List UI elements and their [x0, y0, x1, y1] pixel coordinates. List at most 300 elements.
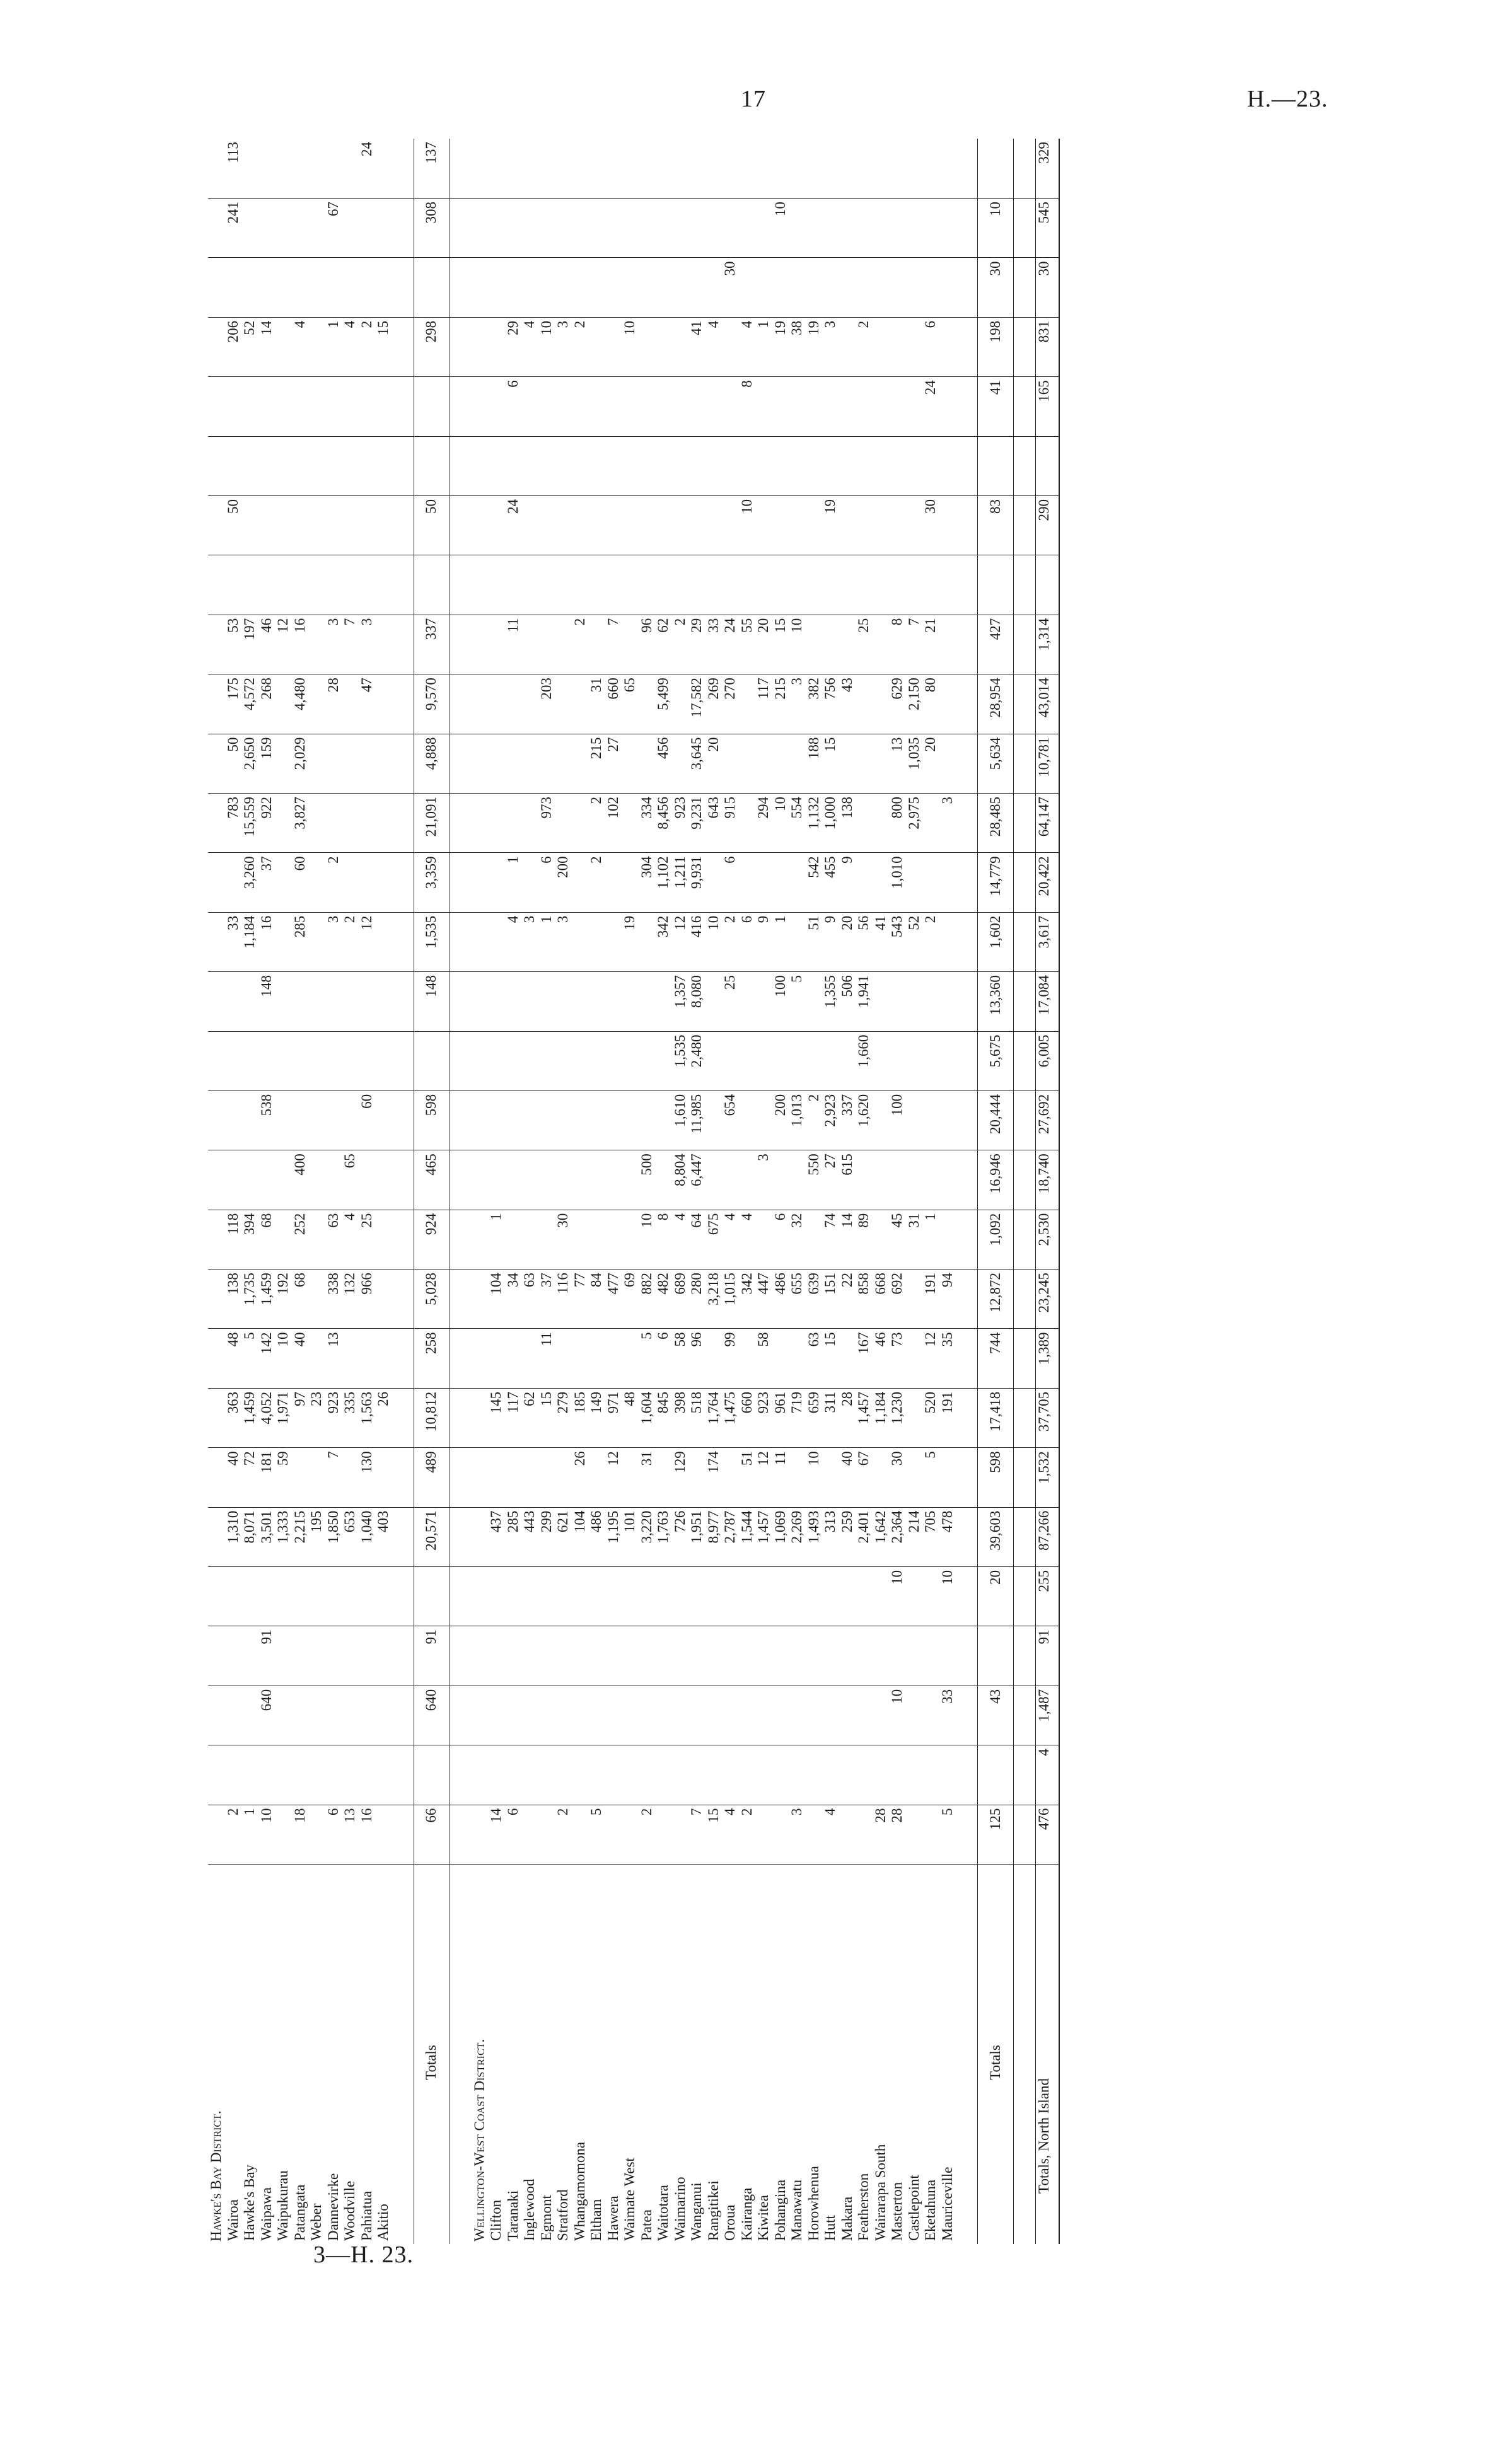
table-cell [392, 496, 414, 555]
table-cell [450, 1329, 472, 1388]
table-cell [359, 436, 376, 495]
table-cell: 5 [922, 1448, 939, 1507]
table-cell [359, 1329, 376, 1388]
table-row [655, 139, 672, 2244]
table-cell: 1,010 [889, 853, 906, 912]
table-cell: 1,850 [325, 1507, 342, 1566]
table-cell [325, 436, 342, 495]
table-cell: 50 [225, 496, 242, 555]
table-cell [873, 972, 890, 1031]
table-cell: 285 [292, 912, 309, 971]
table-cell: 545 [1036, 199, 1060, 258]
table-cell: 831 [1036, 317, 1060, 376]
table-cell [772, 436, 789, 495]
table-cell [392, 258, 414, 317]
table-cell [1014, 555, 1036, 615]
table-cell [505, 1031, 522, 1090]
table-cell [414, 1745, 450, 1805]
table-cell [789, 377, 806, 436]
table-cell [472, 317, 489, 376]
table-cell [873, 317, 890, 376]
table-cell [906, 496, 923, 555]
table-cell: 1,069 [772, 1507, 789, 1566]
table-cell: 486 [588, 1507, 605, 1566]
table-cell [472, 674, 489, 734]
table-cell [241, 258, 258, 317]
table-cell [521, 972, 538, 1031]
table-cell [722, 317, 739, 376]
table-cell: 37 [538, 1270, 555, 1329]
table-cell: 259 [839, 1507, 856, 1566]
table-cell [839, 1567, 856, 1626]
table-cell [956, 1150, 978, 1210]
table-cell [672, 377, 689, 436]
table-cell: 342 [739, 1270, 756, 1329]
table-cell [472, 199, 489, 258]
table-cell [555, 1448, 572, 1507]
table-cell [375, 555, 392, 615]
table-cell [521, 496, 538, 555]
table-cell [555, 1150, 572, 1210]
table-cell [1036, 436, 1060, 495]
table-cell [705, 258, 723, 317]
table-cell: 117 [755, 674, 772, 734]
table-row [839, 139, 856, 2244]
table-cell [359, 793, 376, 852]
table-cell: 17,084 [1036, 972, 1060, 1031]
table-cell: 64,147 [1036, 793, 1060, 852]
table-cell: 744 [978, 1329, 1014, 1388]
table-cell: 2 [359, 317, 376, 376]
table-cell: 74 [822, 1210, 839, 1269]
table-cell [308, 1090, 325, 1150]
table-cell: 668 [873, 1270, 890, 1329]
table-cell [622, 1150, 639, 1210]
table-cell: 25 [856, 615, 873, 674]
table-cell [555, 377, 572, 436]
table-cell [755, 199, 772, 258]
table-cell [258, 258, 276, 317]
table-cell [472, 853, 489, 912]
table-cell [275, 377, 292, 436]
table-cell [956, 199, 978, 258]
table-cell [450, 496, 472, 555]
table-cell: 38 [789, 317, 806, 376]
table-cell [450, 1626, 472, 1686]
table-cell: 478 [939, 1507, 956, 1566]
table-cell [873, 1150, 890, 1210]
table-cell [806, 199, 823, 258]
table-cell: 5 [939, 1805, 956, 1864]
table-cell: 971 [605, 1388, 622, 1447]
table-cell [705, 496, 723, 555]
table-cell [572, 139, 589, 199]
table-row [739, 139, 756, 2244]
table-cell [325, 1686, 342, 1745]
table-cell [572, 496, 589, 555]
table-cell [208, 258, 225, 317]
table-cell [488, 436, 505, 495]
table-cell [375, 1210, 392, 1269]
table-cell [472, 555, 489, 615]
table-cell [258, 436, 276, 495]
table-cell [505, 1150, 522, 1210]
table-cell [789, 1150, 806, 1210]
table-cell: 4,052 [258, 1388, 276, 1447]
row-label: Dannevirke [325, 1864, 342, 2244]
table-cell [939, 496, 956, 555]
table-cell: 3 [521, 912, 538, 971]
table-cell [789, 555, 806, 615]
table-cell: 1,941 [856, 972, 873, 1031]
table-cell [325, 1031, 342, 1090]
table-cell [922, 1805, 939, 1864]
table-cell: 31 [639, 1448, 656, 1507]
table-cell [655, 555, 672, 615]
table-cell [873, 853, 890, 912]
table-cell [622, 1031, 639, 1090]
table-cell: 3 [325, 912, 342, 971]
table-cell [472, 793, 489, 852]
table-cell [538, 734, 555, 793]
table-cell: 6 [772, 1210, 789, 1269]
table-cell [672, 1686, 689, 1745]
table-cell: 99 [722, 1329, 739, 1388]
table-cell: 16 [258, 912, 276, 971]
table-cell [505, 793, 522, 852]
row-label: Castlepoint [906, 1864, 923, 2244]
table-cell [672, 1745, 689, 1805]
table-cell [873, 436, 890, 495]
table-cell: 45 [889, 1210, 906, 1269]
table-cell [705, 199, 723, 258]
table-cell [241, 377, 258, 436]
table-cell [622, 1090, 639, 1150]
table-cell: 12 [275, 615, 292, 674]
table-cell [292, 1031, 309, 1090]
table-cell [450, 1388, 472, 1447]
table-cell [375, 1686, 392, 1745]
table-cell: 500 [639, 1150, 656, 1210]
table-cell [588, 1686, 605, 1745]
table-cell [572, 1626, 589, 1686]
district-totals-row [978, 139, 1014, 2244]
table-cell: 2,530 [1036, 1210, 1060, 1269]
table-cell: 41 [978, 377, 1014, 436]
table-cell [472, 615, 489, 674]
table-cell [308, 139, 325, 199]
table-cell [605, 317, 622, 376]
table-cell [225, 1090, 242, 1150]
table-cell: 11 [538, 1329, 555, 1388]
table-cell: 294 [755, 793, 772, 852]
table-cell [275, 972, 292, 1031]
table-cell [739, 734, 756, 793]
table-cell [772, 555, 789, 615]
table-cell [359, 555, 376, 615]
table-cell: 629 [889, 674, 906, 734]
table-cell [208, 734, 225, 793]
table-cell [873, 1448, 890, 1507]
spacer-row [392, 139, 414, 2244]
table-cell: 18,740 [1036, 1150, 1060, 1210]
table-cell: 30 [722, 258, 739, 317]
table-cell: 26 [375, 1388, 392, 1447]
table-cell: 129 [672, 1448, 689, 1507]
table-cell [225, 972, 242, 1031]
table-row [521, 139, 538, 2244]
table-cell: 726 [672, 1507, 689, 1566]
table-cell [505, 139, 522, 199]
table-cell [906, 1686, 923, 1745]
table-cell [392, 1448, 414, 1507]
table-cell [488, 912, 505, 971]
table-cell [505, 972, 522, 1031]
table-cell [472, 912, 489, 971]
table-cell [772, 1686, 789, 1745]
table-cell: 542 [806, 853, 823, 912]
table-cell [672, 555, 689, 615]
table-cell [856, 1626, 873, 1686]
table-cell: 1,457 [755, 1507, 772, 1566]
spacer-row [1014, 139, 1036, 2244]
table-cell: 1,457 [856, 1388, 873, 1447]
table-cell: 165 [1036, 377, 1060, 436]
table-cell [375, 1150, 392, 1210]
table-cell [822, 1448, 839, 1507]
table-cell: 4,480 [292, 674, 309, 734]
table-cell [705, 1745, 723, 1805]
table-cell: 91 [414, 1626, 450, 1686]
table-cell [572, 555, 589, 615]
table-cell [275, 1567, 292, 1626]
table-cell [392, 972, 414, 1031]
table-cell [889, 377, 906, 436]
table-cell: 1,620 [856, 1090, 873, 1150]
table-cell [292, 1626, 309, 1686]
table-cell [472, 1270, 489, 1329]
table-cell: 2 [588, 793, 605, 852]
table-cell: 382 [806, 674, 823, 734]
table-cell [472, 1150, 489, 1210]
table-cell [275, 258, 292, 317]
table-cell: 15 [822, 734, 839, 793]
table-row [292, 139, 309, 2244]
table-cell [375, 1090, 392, 1150]
table-cell [739, 853, 756, 912]
table-cell [488, 1626, 505, 1686]
table-cell [1014, 1626, 1036, 1686]
table-cell [414, 377, 450, 436]
table-cell [622, 555, 639, 615]
table-cell: 313 [822, 1507, 839, 1566]
table-row [906, 139, 923, 2244]
table-cell [488, 972, 505, 1031]
table-cell: 486 [772, 1270, 789, 1329]
table-cell [588, 1448, 605, 1507]
table-cell: 40 [225, 1448, 242, 1507]
table-cell: 137 [414, 139, 450, 199]
table-cell [392, 1388, 414, 1447]
table-cell [342, 1686, 359, 1745]
table-cell: 615 [839, 1150, 856, 1210]
table-cell [956, 972, 978, 1031]
table-cell: 30 [889, 1448, 906, 1507]
table-cell [588, 1150, 605, 1210]
table-cell [472, 972, 489, 1031]
table-cell [655, 377, 672, 436]
table-cell [1014, 734, 1036, 793]
table-cell [208, 1626, 225, 1686]
table-cell [622, 853, 639, 912]
table-cell [722, 1626, 739, 1686]
row-label: Kairanga [739, 1864, 756, 2244]
table-cell: 46 [873, 1329, 890, 1388]
table-cell [292, 555, 309, 615]
table-cell [472, 1388, 489, 1447]
table-cell [325, 555, 342, 615]
table-cell [839, 1031, 856, 1090]
table-cell [956, 1626, 978, 1686]
table-cell [889, 1031, 906, 1090]
table-cell: 2,150 [906, 674, 923, 734]
table-cell: 416 [688, 912, 705, 971]
table-cell [258, 1031, 276, 1090]
row-label: Akitio [375, 1864, 392, 2244]
table-cell: 477 [605, 1270, 622, 1329]
table-cell [392, 199, 414, 258]
table-cell: 37,705 [1036, 1388, 1060, 1447]
table-cell: 62 [521, 1388, 538, 1447]
table-cell [342, 555, 359, 615]
table-cell [939, 1626, 956, 1686]
table-cell [839, 555, 856, 615]
table-cell: 1,355 [822, 972, 839, 1031]
table-cell [521, 1090, 538, 1150]
row-label: Wellington-West Coast District. [472, 1864, 489, 2244]
table-cell [922, 853, 939, 912]
table-cell [225, 555, 242, 615]
table-cell [906, 258, 923, 317]
table-cell [555, 555, 572, 615]
table-cell: 215 [772, 674, 789, 734]
table-cell [572, 1329, 589, 1388]
table-cell: 279 [555, 1388, 572, 1447]
table-row [873, 139, 890, 2244]
table-cell [639, 1567, 656, 1626]
table-cell: 1,532 [1036, 1448, 1060, 1507]
table-cell: 1 [755, 317, 772, 376]
table-cell [472, 1031, 489, 1090]
table-cell [208, 972, 225, 1031]
table-cell [722, 555, 739, 615]
table-cell [922, 972, 939, 1031]
table-cell [789, 1745, 806, 1805]
table-cell [789, 1626, 806, 1686]
table-cell [375, 1329, 392, 1388]
table-cell: 125 [978, 1805, 1014, 1864]
table-cell [655, 1745, 672, 1805]
table-cell: 659 [806, 1388, 823, 1447]
table-cell: 43 [978, 1686, 1014, 1745]
table-cell: 655 [789, 1270, 806, 1329]
table-cell: 308 [414, 199, 450, 258]
row-label [956, 1864, 978, 2244]
table-cell [208, 1329, 225, 1388]
table-cell: 4 [342, 317, 359, 376]
table-cell: 23,245 [1036, 1270, 1060, 1329]
table-cell: 15 [822, 1329, 839, 1388]
table-cell [889, 258, 906, 317]
table-cell [1014, 496, 1036, 555]
table-cell [521, 377, 538, 436]
table-cell [392, 674, 414, 734]
table-cell: 12 [755, 1448, 772, 1507]
row-label: Totals [978, 1864, 1014, 2244]
table-cell [939, 674, 956, 734]
table-cell [1014, 377, 1036, 436]
table-cell [505, 258, 522, 317]
table-cell [258, 496, 276, 555]
table-cell [472, 1448, 489, 1507]
table-cell: 12 [922, 1329, 939, 1388]
table-row [325, 139, 342, 2244]
table-cell: 5 [588, 1805, 605, 1864]
table-cell: 6 [739, 912, 756, 971]
table-cell [308, 199, 325, 258]
table-cell [622, 1329, 639, 1388]
table-cell [939, 615, 956, 674]
table-cell [308, 317, 325, 376]
table-cell: 68 [292, 1270, 309, 1329]
table-row [939, 139, 956, 2244]
table-cell [375, 1745, 392, 1805]
table-cell [889, 436, 906, 495]
table-cell [622, 1567, 639, 1626]
table-cell [588, 972, 605, 1031]
table-cell [622, 377, 639, 436]
table-cell: 10 [622, 317, 639, 376]
table-row [622, 139, 639, 2244]
table-cell [873, 139, 890, 199]
table-cell [672, 258, 689, 317]
table-cell [705, 1090, 723, 1150]
table-cell [521, 199, 538, 258]
table-cell: 1,015 [722, 1270, 739, 1329]
table-cell [392, 1686, 414, 1745]
table-cell [688, 1745, 705, 1805]
table-cell [308, 615, 325, 674]
table-cell [572, 912, 589, 971]
table-cell [342, 972, 359, 1031]
table-cell: 8,080 [688, 972, 705, 1031]
table-cell [241, 1745, 258, 1805]
table-cell [722, 1031, 739, 1090]
table-row [488, 139, 505, 2244]
table-cell [1014, 1329, 1036, 1388]
table-cell: 2,650 [241, 734, 258, 793]
table-cell: 3 [789, 1805, 806, 1864]
table-cell: 400 [292, 1150, 309, 1210]
table-cell [359, 1150, 376, 1210]
table-cell [873, 1090, 890, 1150]
table-cell: 6,447 [688, 1150, 705, 1210]
table-cell [588, 912, 605, 971]
table-cell [208, 1448, 225, 1507]
table-cell: 24 [505, 496, 522, 555]
table-cell [856, 734, 873, 793]
table-cell [572, 436, 589, 495]
